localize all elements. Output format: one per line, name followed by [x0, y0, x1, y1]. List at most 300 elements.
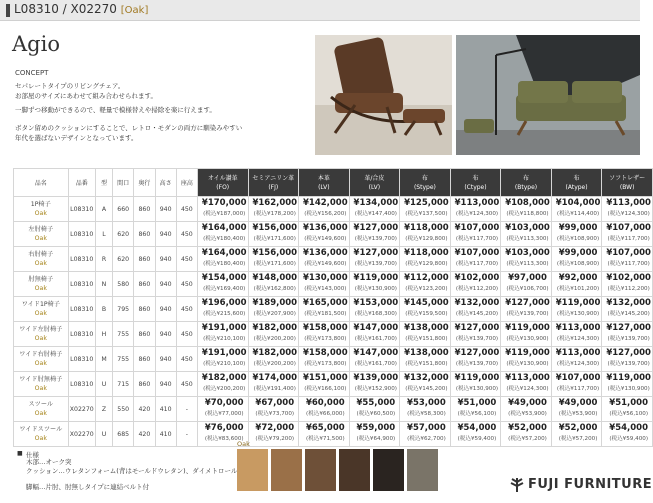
- price-value: ¥189,000: [252, 298, 298, 308]
- price-tax-included: (税込¥149,600): [304, 236, 347, 242]
- price-value: ¥49,000: [508, 398, 547, 408]
- price-value: ¥147,000: [353, 348, 399, 358]
- spec-cell-code: L08310: [68, 272, 95, 297]
- finish-swatch: [339, 449, 370, 491]
- product-name: 肘無椅子: [28, 276, 54, 283]
- table-row: [14, 372, 653, 397]
- spec-cell-h: 410: [155, 397, 176, 422]
- price-cell: [197, 347, 248, 372]
- column-header: セミアニリン革 (FJ): [248, 169, 299, 197]
- product-name-cell: [14, 347, 69, 372]
- price-value: ¥119,000: [555, 298, 601, 308]
- price-cell: [349, 222, 400, 247]
- price-tax-included: (税込¥117,700): [455, 236, 499, 242]
- price-value: ¥113,000: [555, 323, 601, 333]
- price-tax-included: (税込¥139,700): [607, 336, 650, 342]
- price-tax-included: (税込¥73,700): [255, 411, 295, 417]
- price-cell: [248, 297, 299, 322]
- price-value: ¥170,000: [201, 198, 247, 208]
- spec-cell-d: 860: [134, 222, 155, 247]
- price-tax-included: (税込¥149,600): [304, 261, 347, 267]
- spec-cell-type: U: [95, 372, 112, 397]
- price-cell: [501, 372, 552, 397]
- header-marker: [6, 4, 10, 17]
- price-value: ¥102,000: [606, 273, 651, 283]
- table-row: [14, 397, 653, 422]
- product-name: ワイド右肘椅子: [19, 351, 63, 358]
- price-tax-included: (税込¥171,600): [253, 236, 296, 242]
- price-value: ¥165,000: [303, 298, 348, 308]
- spec-footnote: 脚幅…片肘、肘無しタイプに連結ベルト付: [26, 483, 150, 491]
- price-value: ¥72,000: [255, 423, 295, 433]
- table-row: [14, 272, 653, 297]
- price-tax-included: (税込¥124,300): [506, 386, 549, 392]
- spec-cell-h: 410: [155, 422, 176, 447]
- product-finish: Oak: [34, 310, 47, 317]
- price-value: ¥136,000: [303, 248, 348, 258]
- price-value: ¥191,000: [201, 323, 247, 333]
- spec-cell-h: 940: [155, 272, 176, 297]
- price-tax-included: (税込¥114,400): [556, 211, 600, 217]
- price-value: ¥134,000: [353, 198, 399, 208]
- spec-cell-sh: 450: [176, 247, 197, 272]
- price-cell: [299, 422, 350, 447]
- spec-cell-h: 940: [155, 222, 176, 247]
- price-value: ¥107,000: [454, 248, 500, 258]
- spec-cell-w: 580: [113, 272, 134, 297]
- price-table: [13, 168, 653, 447]
- price-cell: [551, 397, 602, 422]
- product-name: ワイド肘無椅子: [19, 376, 63, 383]
- price-tax-included: (税込¥112,200): [455, 286, 499, 292]
- price-cell: [248, 347, 299, 372]
- price-tax-included: (税込¥169,400): [203, 286, 246, 292]
- price-tax-included: (税込¥130,900): [506, 336, 549, 342]
- price-value: ¥182,000: [252, 348, 298, 358]
- price-tax-included: (税込¥129,800): [405, 236, 448, 242]
- price-value: ¥99,000: [558, 223, 598, 233]
- spec-label: 仕様: [26, 451, 39, 459]
- price-cell: [450, 197, 501, 222]
- spec-cell-type: R: [95, 247, 112, 272]
- spec-cell-h: 940: [155, 372, 176, 397]
- price-cell: [299, 222, 350, 247]
- price-tax-included: (税込¥139,700): [506, 311, 549, 317]
- price-value: ¥107,000: [606, 248, 651, 258]
- column-header: 型: [95, 169, 112, 197]
- price-cell: [400, 347, 451, 372]
- price-value: ¥102,000: [454, 273, 500, 283]
- price-tax-included: (税込¥130,900): [556, 311, 600, 317]
- price-cell: [349, 372, 400, 397]
- price-cell: [197, 247, 248, 272]
- price-tax-included: (税込¥139,700): [354, 236, 397, 242]
- spec-cell-type: L: [95, 222, 112, 247]
- column-header: 奥行: [134, 169, 155, 197]
- product-name: ワイド左肘椅子: [19, 326, 63, 333]
- price-tax-included: (税込¥64,900): [356, 436, 396, 442]
- price-tax-included: (税込¥200,200): [253, 336, 296, 342]
- concept-label: CONCEPT: [15, 69, 49, 77]
- concept-paragraph: 一脚ずつ移動ができるので、軽量で模様替えや掃除を楽に行えます。: [15, 106, 216, 114]
- spec-cell-h: 940: [155, 347, 176, 372]
- price-value: ¥127,000: [454, 323, 500, 333]
- price-tax-included: (税込¥108,900): [556, 236, 600, 242]
- price-cell: [551, 222, 602, 247]
- brand-logo-text: FUJI FURNITURE: [528, 477, 653, 492]
- product-name: ワイドスツール: [19, 426, 63, 433]
- price-cell: [299, 297, 350, 322]
- spec-cell-code: L08310: [68, 197, 95, 222]
- price-tax-included: (税込¥161,700): [354, 336, 397, 342]
- column-header: 座高: [176, 169, 197, 197]
- table-row: [14, 197, 653, 222]
- price-tax-included: (税込¥130,900): [354, 286, 397, 292]
- price-tax-included: (税込¥145,200): [405, 386, 448, 392]
- spec-cell-h: 940: [155, 247, 176, 272]
- spec-cell-d: 420: [134, 397, 155, 422]
- price-tax-included: (税込¥180,400): [203, 261, 246, 267]
- price-value: ¥158,000: [303, 348, 348, 358]
- price-tax-included: (税込¥113,300): [506, 261, 549, 267]
- price-tax-included: (税込¥215,600): [203, 311, 246, 317]
- spec-cell-type: Z: [95, 397, 112, 422]
- price-cell: [197, 272, 248, 297]
- price-cell: [400, 322, 451, 347]
- price-value: ¥153,000: [353, 298, 399, 308]
- price-tax-included: (税込¥123,200): [405, 286, 448, 292]
- price-value: ¥164,000: [201, 223, 247, 233]
- spec-cell-d: 860: [134, 247, 155, 272]
- column-header: 革/合皮 (LV): [349, 169, 400, 197]
- price-value: ¥148,000: [252, 273, 298, 283]
- price-tax-included: (税込¥166,100): [304, 386, 347, 392]
- price-tax-included: (税込¥161,700): [354, 361, 397, 367]
- price-cell: [299, 247, 350, 272]
- price-tax-included: (税込¥178,200): [253, 211, 296, 217]
- table-row: [14, 247, 653, 272]
- price-cell: [349, 397, 400, 422]
- price-tax-included: (税込¥112,200): [607, 286, 650, 292]
- spec-cell-w: 755: [113, 347, 134, 372]
- spec-text: 木部…オーク突 クッション…ウレタンフォーム(背はモールドウレタン)、ダイメトロール: [26, 458, 238, 475]
- spec-cell-d: 860: [134, 272, 155, 297]
- price-cell: [501, 397, 552, 422]
- table-row: [14, 422, 653, 447]
- product-finish: Oak: [34, 285, 47, 292]
- spec-cell-d: 860: [134, 322, 155, 347]
- price-value: ¥54,000: [609, 423, 649, 433]
- price-tax-included: (税込¥56,100): [457, 411, 497, 417]
- price-tax-included: (税込¥207,900): [253, 311, 296, 317]
- product-name: 左肘椅子: [28, 226, 54, 233]
- price-tax-included: (税込¥129,800): [405, 261, 448, 267]
- price-value: ¥51,000: [609, 398, 649, 408]
- price-value: ¥138,000: [404, 323, 449, 333]
- price-value: ¥151,000: [303, 373, 348, 383]
- price-cell: [551, 272, 602, 297]
- price-value: ¥107,000: [555, 373, 601, 383]
- price-value: ¥142,000: [303, 198, 348, 208]
- price-cell: [248, 247, 299, 272]
- price-tax-included: (税込¥173,800): [304, 361, 347, 367]
- price-value: ¥52,000: [558, 423, 598, 433]
- price-cell: [400, 272, 451, 297]
- price-tax-included: (税込¥60,500): [356, 411, 396, 417]
- price-cell: [248, 272, 299, 297]
- product-name-cell: [14, 197, 69, 222]
- spec-cell-code: L08310: [68, 297, 95, 322]
- price-value: ¥103,000: [505, 248, 550, 258]
- price-tax-included: (税込¥187,000): [203, 211, 246, 217]
- spec-cell-code: X02270: [68, 397, 95, 422]
- finish-swatch: [271, 449, 302, 491]
- price-tax-included: (税込¥113,300): [506, 236, 549, 242]
- price-cell: [299, 272, 350, 297]
- product-finish: Oak: [34, 410, 47, 417]
- price-value: ¥52,000: [508, 423, 547, 433]
- price-cell: [248, 397, 299, 422]
- price-cell: [551, 347, 602, 372]
- price-value: ¥130,000: [303, 273, 348, 283]
- price-tax-included: (税込¥117,700): [455, 261, 499, 267]
- price-value: ¥119,000: [505, 348, 550, 358]
- price-cell: [349, 247, 400, 272]
- price-value: ¥127,000: [505, 298, 550, 308]
- price-tax-included: (税込¥173,800): [304, 336, 347, 342]
- price-cell: [501, 422, 552, 447]
- price-tax-included: (税込¥152,900): [354, 386, 397, 392]
- price-tax-included: (税込¥159,500): [405, 311, 448, 317]
- price-cell: [400, 247, 451, 272]
- price-value: ¥132,000: [606, 298, 651, 308]
- swatch-label: Oak: [237, 440, 250, 448]
- spec-cell-code: X02270: [68, 422, 95, 447]
- header-code: L08310 / X02270 [Oak]: [14, 2, 149, 16]
- price-cell: [248, 197, 299, 222]
- price-tax-included: (税込¥139,700): [455, 361, 499, 367]
- product-name-cell: [14, 372, 69, 397]
- price-value: ¥158,000: [303, 323, 348, 333]
- price-cell: [450, 297, 501, 322]
- price-cell: [197, 197, 248, 222]
- price-cell: [450, 372, 501, 397]
- price-tax-included: (税込¥77,000): [204, 411, 244, 417]
- price-tax-included: (税込¥210,100): [203, 361, 246, 367]
- price-tax-included: (税込¥130,900): [607, 386, 650, 392]
- price-cell: [349, 422, 400, 447]
- price-tax-included: (税込¥101,200): [556, 286, 600, 292]
- price-cell: [248, 222, 299, 247]
- price-value: ¥182,000: [252, 323, 298, 333]
- price-value: ¥53,000: [407, 398, 446, 408]
- price-cell: [197, 297, 248, 322]
- price-value: ¥147,000: [353, 323, 399, 333]
- spec-cell-sh: 450: [176, 222, 197, 247]
- column-header: オイル讃革 (FO): [197, 169, 248, 197]
- price-value: ¥162,000: [252, 198, 298, 208]
- price-tax-included: (税込¥57,200): [558, 436, 598, 442]
- price-tax-included: (税込¥156,200): [304, 211, 347, 217]
- spec-cell-type: U: [95, 422, 112, 447]
- price-value: ¥119,000: [505, 323, 550, 333]
- product-finish: Oak: [34, 385, 47, 392]
- spec-cell-sh: 450: [176, 272, 197, 297]
- price-value: ¥113,000: [505, 373, 550, 383]
- spec-cell-sh: 450: [176, 372, 197, 397]
- price-tax-included: (税込¥124,300): [556, 336, 600, 342]
- price-value: ¥156,000: [252, 223, 298, 233]
- price-value: ¥191,000: [201, 348, 247, 358]
- page-header: [0, 0, 640, 21]
- price-tax-included: (税込¥59,400): [457, 436, 497, 442]
- price-value: ¥127,000: [454, 348, 500, 358]
- price-tax-included: (税込¥124,300): [607, 211, 650, 217]
- price-tax-included: (税込¥171,600): [253, 261, 296, 267]
- price-value: ¥60,000: [305, 398, 345, 408]
- price-value: ¥125,000: [404, 198, 449, 208]
- price-cell: [349, 197, 400, 222]
- column-header: 本革 (LV): [299, 169, 350, 197]
- column-header: 布 (Ctype): [450, 169, 501, 197]
- price-value: ¥49,000: [558, 398, 598, 408]
- price-tax-included: (税込¥117,700): [607, 261, 650, 267]
- price-tax-included: (税込¥181,500): [304, 311, 347, 317]
- price-cell: [551, 247, 602, 272]
- price-cell: [299, 347, 350, 372]
- price-cell: [501, 347, 552, 372]
- price-value: ¥174,000: [252, 373, 298, 383]
- product-name-cell: [14, 247, 69, 272]
- price-value: ¥113,000: [555, 348, 601, 358]
- finish-swatches: [237, 449, 438, 491]
- brand-mark-icon: [509, 477, 525, 493]
- price-cell: [299, 322, 350, 347]
- price-value: ¥127,000: [353, 223, 399, 233]
- price-value: ¥70,000: [204, 398, 244, 408]
- price-cell: [400, 197, 451, 222]
- spec-cell-type: A: [95, 197, 112, 222]
- finish-swatch: [305, 449, 336, 491]
- price-tax-included: (税込¥57,200): [508, 436, 547, 442]
- spec-cell-h: 940: [155, 297, 176, 322]
- price-tax-included: (税込¥71,500): [305, 436, 345, 442]
- spec-cell-w: 715: [113, 372, 134, 397]
- spec-cell-type: H: [95, 322, 112, 347]
- price-value: ¥76,000: [204, 423, 244, 433]
- column-header: 品番: [68, 169, 95, 197]
- finish-swatch: [407, 449, 438, 491]
- spec-cell-w: 620: [113, 247, 134, 272]
- price-value: ¥65,000: [305, 423, 345, 433]
- price-tax-included: (税込¥53,900): [558, 411, 598, 417]
- spec-cell-d: 860: [134, 297, 155, 322]
- spec-cell-w: 755: [113, 322, 134, 347]
- price-tax-included: (税込¥62,700): [407, 436, 446, 442]
- price-cell: [450, 222, 501, 247]
- price-value: ¥138,000: [404, 348, 449, 358]
- price-cell: [602, 297, 653, 322]
- spec-cell-sh: 450: [176, 297, 197, 322]
- concept-paragraph: セパレートタイプのリビングチェア。 お部屋のサイズにあわせて組み合わせられます。: [15, 82, 157, 100]
- column-header: 間口: [113, 169, 134, 197]
- price-tax-included: (税込¥210,100): [203, 336, 246, 342]
- price-value: ¥103,000: [505, 223, 550, 233]
- spec-cell-h: 940: [155, 322, 176, 347]
- price-value: ¥51,000: [457, 398, 497, 408]
- finish-swatch: [373, 449, 404, 491]
- price-cell: [197, 222, 248, 247]
- price-cell: [551, 372, 602, 397]
- spec-cell-type: N: [95, 272, 112, 297]
- price-tax-included: (税込¥168,300): [354, 311, 397, 317]
- spec-cell-code: L08310: [68, 247, 95, 272]
- price-tax-included: (税込¥180,400): [203, 236, 246, 242]
- price-value: ¥92,000: [558, 273, 598, 283]
- price-value: ¥99,000: [558, 248, 598, 258]
- price-value: ¥182,000: [201, 373, 247, 383]
- price-value: ¥118,000: [404, 223, 449, 233]
- price-tax-included: (税込¥66,000): [305, 411, 345, 417]
- price-tax-included: (税込¥151,800): [405, 336, 448, 342]
- price-value: ¥136,000: [303, 223, 348, 233]
- price-cell: [197, 372, 248, 397]
- price-cell: [501, 272, 552, 297]
- price-cell: [602, 247, 653, 272]
- price-value: ¥107,000: [606, 223, 651, 233]
- table-header-row: [14, 169, 653, 197]
- price-cell: [450, 422, 501, 447]
- price-tax-included: (税込¥137,500): [405, 211, 448, 217]
- price-value: ¥127,000: [606, 323, 651, 333]
- price-value: ¥118,000: [404, 248, 449, 258]
- price-value: ¥67,000: [255, 398, 295, 408]
- product-title: Agio: [12, 32, 60, 56]
- spec-cell-h: 940: [155, 197, 176, 222]
- header-finish-tag: [Oak]: [120, 5, 149, 16]
- product-name-cell: [14, 272, 69, 297]
- price-cell: [197, 322, 248, 347]
- product-name-cell: [14, 422, 69, 447]
- price-tax-included: (税込¥191,400): [253, 386, 296, 392]
- price-tax-included: (税込¥145,200): [455, 311, 499, 317]
- price-value: ¥112,000: [404, 273, 449, 283]
- price-cell: [349, 347, 400, 372]
- price-tax-included: (税込¥130,900): [455, 386, 499, 392]
- price-cell: [602, 397, 653, 422]
- price-value: ¥164,000: [201, 248, 247, 258]
- column-header: 高さ: [155, 169, 176, 197]
- price-value: ¥156,000: [252, 248, 298, 258]
- spec-cell-w: 620: [113, 222, 134, 247]
- table-row: [14, 297, 653, 322]
- price-value: ¥127,000: [353, 248, 399, 258]
- spec-cell-code: L08310: [68, 322, 95, 347]
- price-cell: [248, 422, 299, 447]
- spec-cell-d: 860: [134, 372, 155, 397]
- product-name-cell: [14, 222, 69, 247]
- spec-cell-sh: 450: [176, 322, 197, 347]
- price-value: ¥113,000: [606, 198, 651, 208]
- spec-cell-w: 660: [113, 197, 134, 222]
- spec-bullet: ■: [17, 450, 23, 457]
- price-value: ¥119,000: [606, 373, 651, 383]
- product-name-cell: [14, 297, 69, 322]
- product-name-cell: [14, 322, 69, 347]
- price-tax-included: (税込¥108,900): [556, 261, 600, 267]
- price-cell: [602, 422, 653, 447]
- price-value: ¥57,000: [407, 423, 446, 433]
